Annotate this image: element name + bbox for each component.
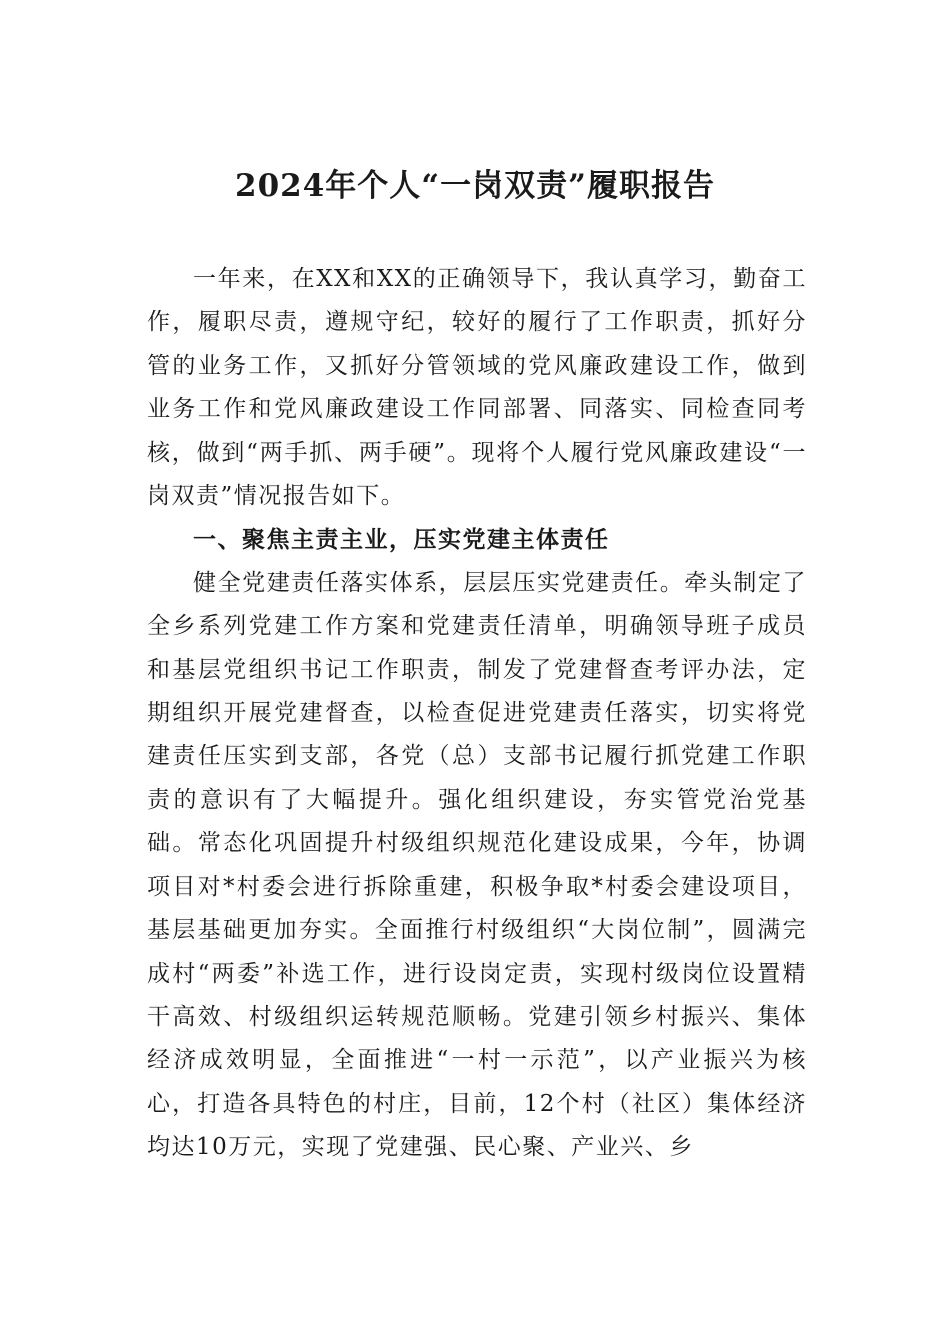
intro-paragraph: 一年来，在XX和XX的正确领导下，我认真学习，勤奋工作，履职尽责，遵规守纪，较好的履行了工作职责，抓好分管的业务工作，又抓好分管领域的党风廉政建设工作，做到业务工作和党风廉政建设工作同部署、同落实、同检查同考核，做到“两手抓、两手硬”。现将个人履行党风廉政建设“一岗双责”情况报告如下。 — [147, 266, 807, 510]
document-body — [147, 258, 807, 1170]
document-title: 2024年个人“一岗双责”履职报告 — [235, 168, 715, 204]
section-paragraph: 健全党建责任落实体系，层层压实党建责任。牵头制定了全乡系列党建工作方案和党建责任清单，明确领导班子成员和基层党组织书记工作职责，制发了党建督查考评办法，定期组织开展党建督查，以检查促进党建责任落实，切实将党建责任压实到支部，各党（总）支部书记履行抓党建工作职责的意识有了大幅提升。强化组织建设，夯实管党治党基础。常态化巩固提升村级组织规范化建设成果，今年，协调项目对*村委会进行拆除重建，积极争取*村委会建设项目，基层基础更加夯实。全面推行村级组织“大岗位制”，圆满完成村“两委”补选工作，进行设岗定责，实现村级岗位设置精干高效、村级组织运转规范顺畅。党建引领乡村振兴、集体经济成效明显，全面推进“一村一示范”，以产业振兴为核心，打造各具特色的村庄，目前，12个村（社区）集体经济均达10万元，实现了党建强、民心聚、产业兴、乡 — [147, 569, 807, 1161]
section-heading: 一、聚焦主责主业，压实党建主体责任 — [193, 526, 610, 554]
